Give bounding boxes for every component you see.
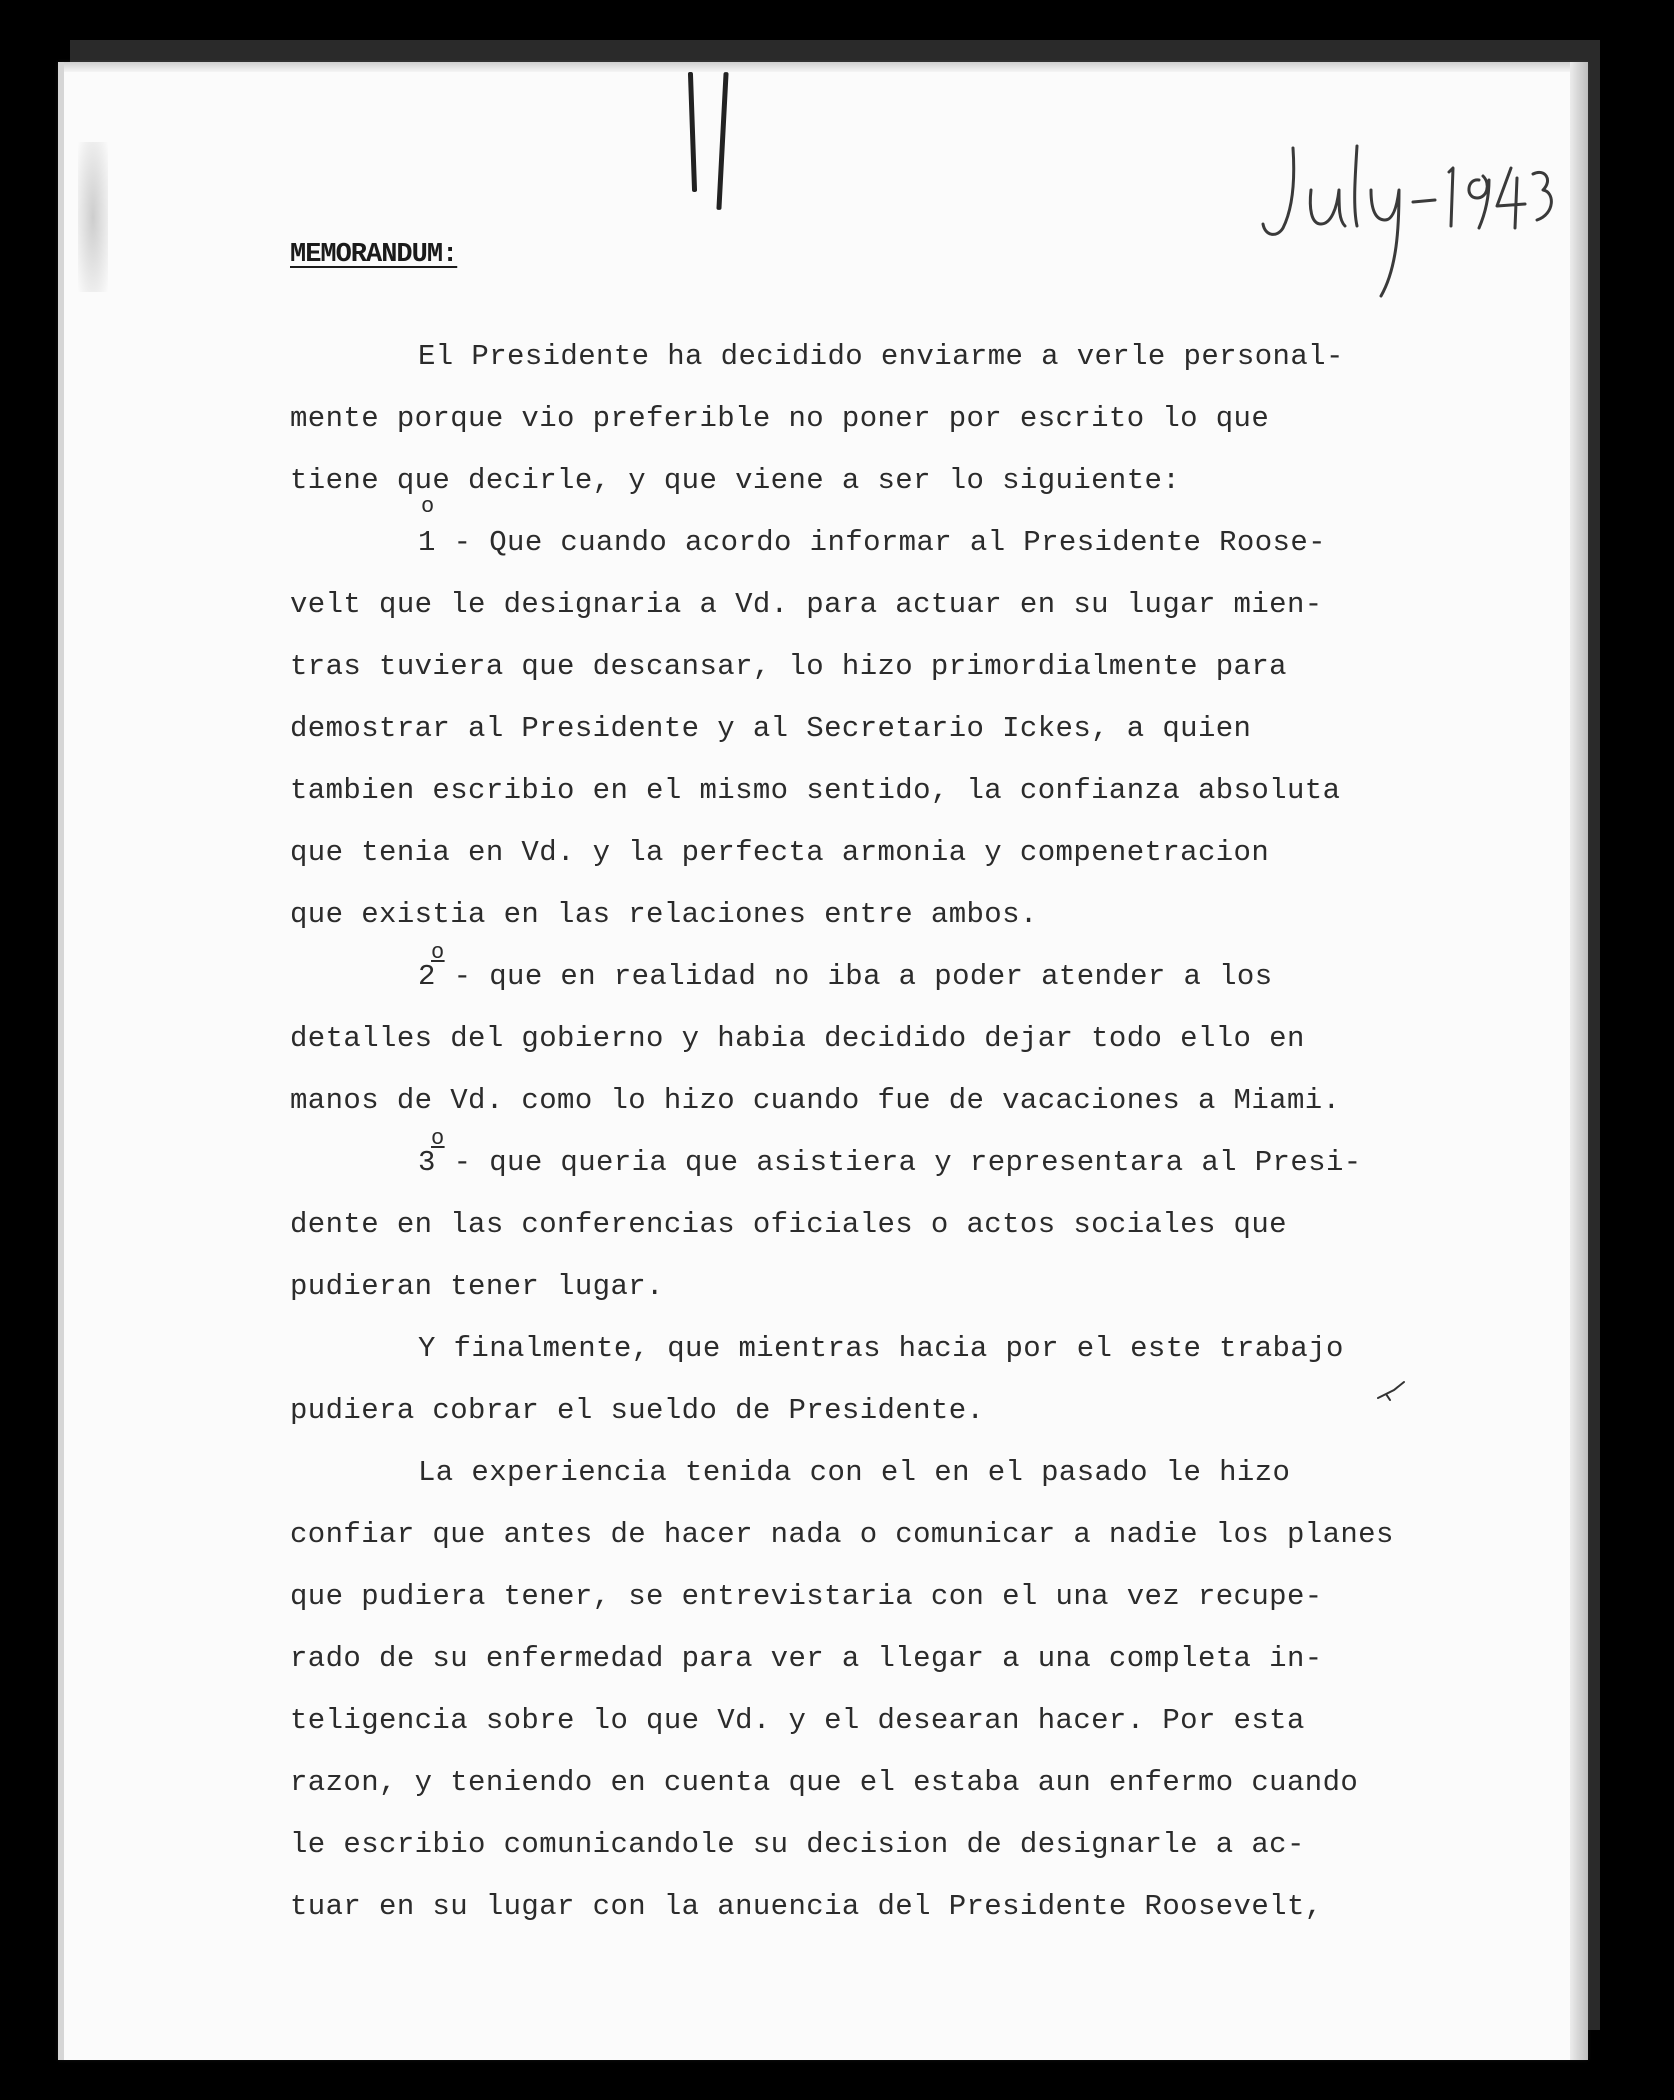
pen-mark-icon [1376, 1380, 1406, 1402]
text-line [290, 1194, 1590, 1256]
text-line-content: rado de su enfermedad para ver a llegar a una completa in- [290, 1642, 1323, 1675]
text-line [290, 1008, 1590, 1070]
binder-mark-right [716, 72, 728, 210]
text-line [290, 822, 1590, 884]
text-line-content: dente en las conferencias oficiales o actos sociales que [290, 1208, 1287, 1241]
text-line [290, 1442, 1590, 1504]
text-line [290, 1318, 1590, 1380]
text-line [290, 388, 1590, 450]
text-line-content: le escribio comunicandole su decision de designarle a ac- [290, 1828, 1305, 1861]
text-line-content: La experiencia tenida con el en el pasado le hizo [418, 1456, 1291, 1489]
text-line-content: demostrar al Presidente y al Secretario Ickes, a quien [290, 712, 1252, 745]
binder-marks [678, 72, 748, 212]
text-line-content: que pudiera tener, se entrevistaria con el una vez recupe- [290, 1580, 1323, 1613]
text-line [290, 636, 1590, 698]
ordinal-superscript: o [431, 1126, 445, 1151]
document-page [58, 62, 1588, 2060]
page-left-edge [58, 62, 64, 2060]
text-line-content: que tenia en Vd. y la perfecta armonia y compenetracion [290, 836, 1270, 869]
text-line [290, 1566, 1590, 1628]
text-line-content: razon, y teniendo en cuenta que el estaba aun enfermo cuando [290, 1766, 1359, 1799]
text-line [290, 698, 1590, 760]
text-line [290, 940, 1590, 1008]
text-line-content: tras tuviera que descansar, lo hizo primordialmente para [290, 650, 1287, 683]
text-line [290, 450, 1590, 512]
ordinal-superscript: o [431, 940, 445, 965]
memo-body [290, 326, 1590, 1938]
text-line [290, 1070, 1590, 1132]
text-line [290, 1504, 1590, 1566]
text-line [290, 1752, 1590, 1814]
ordinal-superscript: o [421, 494, 435, 519]
handwritten-date-drawing [1253, 128, 1553, 298]
text-line [290, 1814, 1590, 1876]
text-line-content: pudiera cobrar el sueldo de Presidente. [290, 1394, 985, 1427]
text-line [290, 884, 1590, 946]
page-top-edge [58, 62, 1588, 72]
text-line-content: que existia en las relaciones entre ambos. [290, 898, 1038, 931]
text-line [290, 1690, 1590, 1752]
text-line [290, 1876, 1590, 1938]
text-line-content: El Presidente ha decidido enviarme a verle personal- [418, 340, 1344, 373]
text-line-content: confiar que antes de hacer nada o comunicar a nadie los planes [290, 1518, 1394, 1551]
text-line [290, 1628, 1590, 1690]
text-line [290, 760, 1590, 822]
text-line [290, 494, 1590, 574]
text-line-content: pudieran tener lugar. [290, 1270, 664, 1303]
text-line-content: manos de Vd. como lo hizo cuando fue de vacaciones a Miami. [290, 1084, 1341, 1117]
text-line-content: 1 - Que cuando acordo informar al Presidente Roose- [418, 526, 1326, 559]
text-line [290, 574, 1590, 636]
scan-smudge [78, 142, 108, 292]
text-line-content: tiene que decirle, y que viene a ser lo siguiente: [290, 464, 1181, 497]
text-line-content: 2 - que en realidad no iba a poder atender a los [418, 960, 1273, 993]
text-line [290, 1126, 1590, 1194]
text-line [290, 1256, 1590, 1318]
text-line-content: teligencia sobre lo que Vd. y el desearan hacer. Por esta [290, 1704, 1305, 1737]
text-line-content: velt que le designaria a Vd. para actuar en su lugar mien- [290, 588, 1323, 621]
text-line-content: detalles del gobierno y habia decidido dejar todo ello en [290, 1022, 1305, 1055]
memo-heading: MEMORANDUM: [290, 240, 458, 270]
text-line-content: Y finalmente, que mientras hacia por el este trabajo [418, 1332, 1344, 1365]
text-line-content: tambien escribio en el mismo sentido, la confianza absoluta [290, 774, 1341, 807]
text-line-content: mente porque vio preferible no poner por escrito lo que [290, 402, 1270, 435]
handwritten-date [1253, 128, 1553, 298]
text-line-content: 3 - que queria que asistiera y representara al Presi- [418, 1146, 1362, 1179]
binder-mark-left [688, 72, 697, 192]
text-line [290, 326, 1590, 388]
text-line-content: tuar en su lugar con la anuencia del Presidente Roosevelt, [290, 1890, 1323, 1923]
